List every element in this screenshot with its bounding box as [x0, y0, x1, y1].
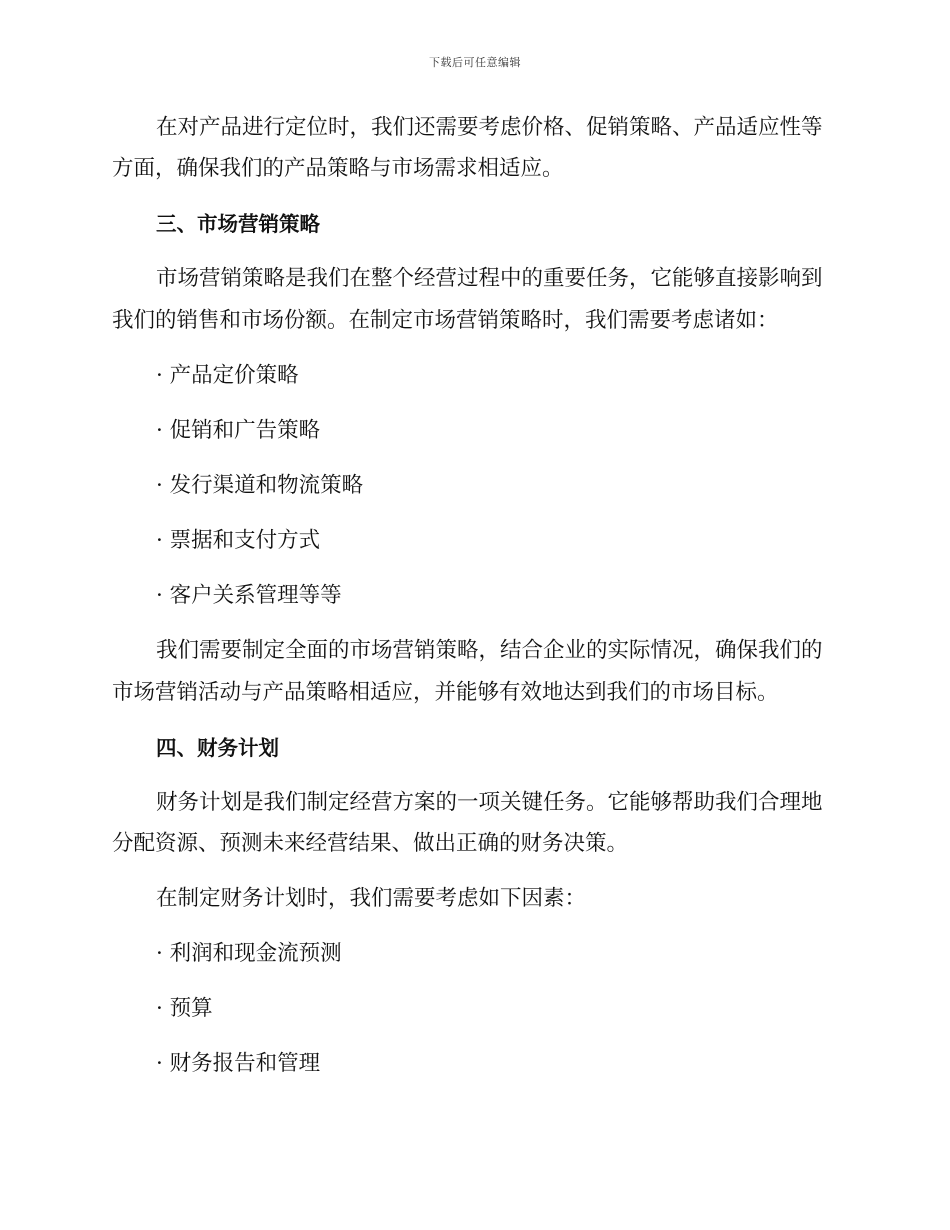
paragraph-line: 在制定财务计划时，我们需要考虑如下因素：: [156, 886, 587, 911]
list-item: · 产品定价策略: [156, 363, 299, 388]
paragraph-line: 我们需要制定全面的市场营销策略，结合企业的实际情况，确保我们的: [156, 638, 823, 663]
paragraph-line: 在对产品进行定位时，我们还需要考虑价格、促销策略、产品适应性等: [156, 115, 823, 140]
section-heading-marketing: 三、市场营销策略: [156, 212, 320, 236]
list-item: · 客户关系管理等等: [156, 583, 342, 608]
paragraph-line: 我们的销售和市场份额。在制定市场营销策略时，我们需要考虑诸如：: [112, 308, 779, 333]
paragraph-line: 方面，确保我们的产品策略与市场需求相适应。: [112, 156, 564, 181]
paragraph-line: 市场营销活动与产品策略相适应，并能够有效地达到我们的市场目标。: [112, 680, 779, 705]
page-header: 下载后可任意编辑: [429, 56, 521, 69]
list-item: · 财务报告和管理: [156, 1051, 321, 1076]
section-heading-finance: 四、财务计划: [156, 736, 279, 760]
paragraph-line: 市场营销策略是我们在整个经营过程中的重要任务，它能够直接影响到: [156, 266, 823, 291]
list-item: · 发行渠道和物流策略: [156, 473, 364, 498]
list-item: · 促销和广告策略: [156, 418, 321, 443]
paragraph-line: 财务计划是我们制定经营方案的一项关键任务。它能够帮助我们合理地: [156, 790, 823, 815]
paragraph-line: 分配资源、预测未来经营结果、做出正确的财务决策。: [112, 831, 629, 856]
list-item: · 利润和现金流预测: [156, 941, 342, 966]
list-item: · 预算: [156, 996, 213, 1021]
list-item: · 票据和支付方式: [156, 528, 321, 553]
